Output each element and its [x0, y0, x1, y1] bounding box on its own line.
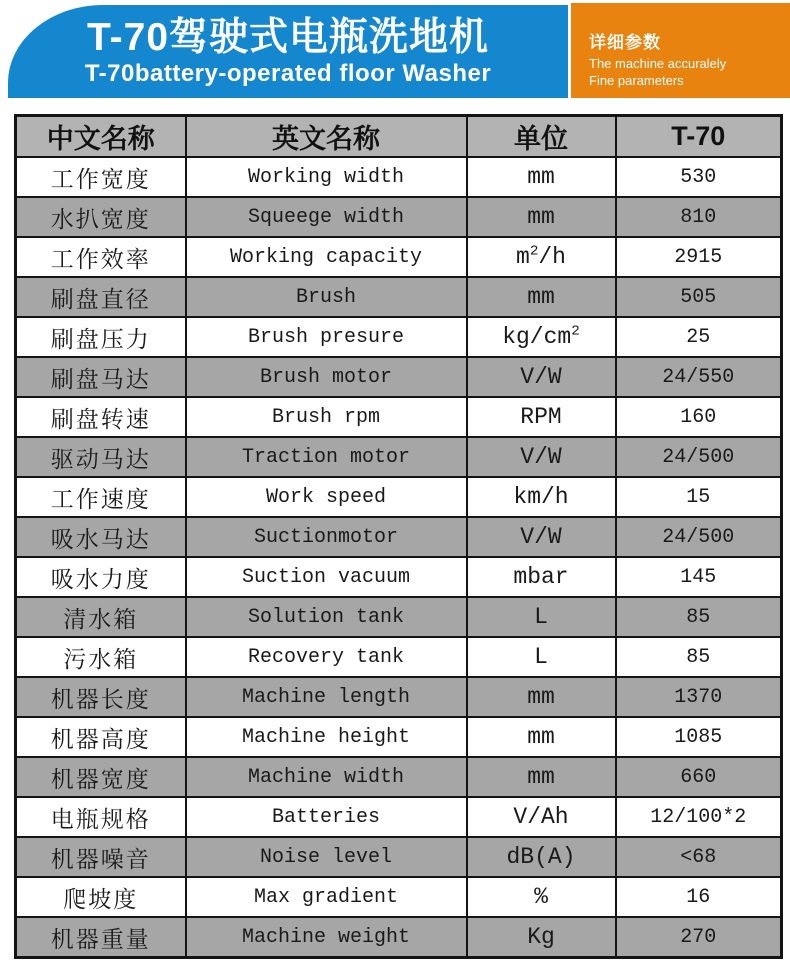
cell-unit: mm — [467, 757, 616, 797]
table-row — [16, 437, 782, 477]
col-header-english-name: 英文名称 — [186, 116, 467, 158]
cell-english-name: Machine width — [186, 757, 467, 797]
product-title-chinese: T-70驾驶式电瓶洗地机 — [86, 16, 490, 59]
cell-chinese-name: 工作速度 — [16, 477, 186, 517]
cell-value: 85 — [616, 597, 782, 637]
cell-english-name: Suction vacuum — [186, 557, 467, 597]
cell-unit: mm — [467, 277, 616, 317]
cell-value: 160 — [616, 397, 782, 437]
cell-english-name: Machine weight — [186, 917, 467, 958]
table-row — [16, 677, 782, 717]
cell-value: 24/550 — [616, 357, 782, 397]
cell-value: 25 — [616, 317, 782, 357]
cell-unit: mm — [467, 677, 616, 717]
cell-unit: V/Ah — [467, 797, 616, 837]
cell-chinese-name: 刷盘马达 — [16, 357, 186, 397]
cell-english-name: Working capacity — [186, 237, 467, 277]
cell-chinese-name: 刷盘直径 — [16, 277, 186, 317]
cell-value: 1085 — [616, 717, 782, 757]
cell-english-name: Traction motor — [186, 437, 467, 477]
table-row — [16, 837, 782, 877]
cell-chinese-name: 吸水马达 — [16, 517, 186, 557]
cell-chinese-name: 爬坡度 — [16, 877, 186, 917]
table-row — [16, 637, 782, 677]
cell-english-name: Squeege width — [186, 197, 467, 237]
cell-chinese-name: 污水箱 — [16, 637, 186, 677]
cell-unit: V/W — [467, 357, 616, 397]
cell-unit: $m^2/h$ — [467, 237, 616, 277]
cell-english-name: Machine height — [186, 717, 467, 757]
cell-unit: $kg/cm^2$ — [467, 317, 616, 357]
table-row — [16, 477, 782, 517]
table-row — [16, 517, 782, 557]
cell-english-name: Brush motor — [186, 357, 467, 397]
cell-chinese-name: 清水箱 — [16, 597, 186, 637]
cell-chinese-name: 机器长度 — [16, 677, 186, 717]
table-row — [16, 357, 782, 397]
cell-unit: V/W — [467, 437, 616, 477]
cell-chinese-name: 机器宽度 — [16, 757, 186, 797]
cell-unit: RPM — [467, 397, 616, 437]
table-row — [16, 917, 782, 958]
cell-value: 24/500 — [616, 437, 782, 477]
cell-value: 145 — [616, 557, 782, 597]
table-row — [16, 237, 782, 277]
table-row — [16, 277, 782, 317]
spec-table-body — [16, 157, 782, 958]
cell-english-name: Brush rpm — [186, 397, 467, 437]
cell-chinese-name: 电瓶规格 — [16, 797, 186, 837]
cell-english-name: Batteries — [186, 797, 467, 837]
cell-value: 270 — [616, 917, 782, 958]
cell-english-name: Max gradient — [186, 877, 467, 917]
cell-chinese-name: 机器高度 — [16, 717, 186, 757]
table-row — [16, 157, 782, 197]
table-row — [16, 877, 782, 917]
table-row — [16, 557, 782, 597]
cell-english-name: Noise level — [186, 837, 467, 877]
cell-chinese-name: 工作效率 — [16, 237, 186, 277]
cell-chinese-name: 刷盘压力 — [16, 317, 186, 357]
cell-english-name: Machine length — [186, 677, 467, 717]
spec-table — [14, 114, 783, 959]
cell-english-name: Work speed — [186, 477, 467, 517]
cell-chinese-name: 吸水力度 — [16, 557, 186, 597]
cell-unit: mbar — [467, 557, 616, 597]
cell-unit: L — [467, 637, 616, 677]
cell-value: 15 — [616, 477, 782, 517]
badge-subtitle-line2: Fine parameters — [589, 72, 684, 88]
table-row — [16, 197, 782, 237]
cell-chinese-name: 刷盘转速 — [16, 397, 186, 437]
cell-unit: mm — [467, 717, 616, 757]
col-header-model: T-70 — [616, 116, 782, 158]
cell-english-name: Solution tank — [186, 597, 467, 637]
cell-value: 24/500 — [616, 517, 782, 557]
banner — [8, 5, 568, 98]
cell-value: 505 — [616, 277, 782, 317]
cell-chinese-name: 驱动马达 — [16, 437, 186, 477]
product-title-english: T-70battery-operated floor Washer — [84, 59, 492, 87]
cell-chinese-name: 机器噪音 — [16, 837, 186, 877]
table-row — [16, 797, 782, 837]
header-row — [16, 116, 782, 158]
badge-subtitle-line1: The machine accuralely — [589, 56, 727, 71]
cell-value: 660 — [616, 757, 782, 797]
cell-unit: mm — [467, 157, 616, 197]
col-header-chinese-name: 中文名称 — [16, 116, 186, 158]
table-row — [16, 317, 782, 357]
cell-unit: mm — [467, 197, 616, 237]
cell-value: 810 — [616, 197, 782, 237]
parameters-badge — [571, 3, 790, 98]
cell-chinese-name: 工作宽度 — [16, 157, 186, 197]
table-row — [16, 397, 782, 437]
cell-unit: Kg — [467, 917, 616, 958]
cell-value: 16 — [616, 877, 782, 917]
table-row — [16, 597, 782, 637]
cell-unit: % — [467, 877, 616, 917]
cell-unit: V/W — [467, 517, 616, 557]
cell-chinese-name: 机器重量 — [16, 917, 186, 958]
cell-english-name: Working width — [186, 157, 467, 197]
cell-chinese-name: 水扒宽度 — [16, 197, 186, 237]
col-header-unit: 单位 — [467, 116, 616, 158]
cell-value: <68 — [616, 837, 782, 877]
cell-english-name: Brush — [186, 277, 467, 317]
cell-unit: L — [467, 597, 616, 637]
cell-value: 85 — [616, 637, 782, 677]
badge-title: 详细参数 — [589, 33, 661, 52]
cell-value: 2915 — [616, 237, 782, 277]
cell-unit: km/h — [467, 477, 616, 517]
table-row — [16, 757, 782, 797]
cell-value: 1370 — [616, 677, 782, 717]
cell-unit: dB(A) — [467, 837, 616, 877]
table-row — [16, 717, 782, 757]
cell-english-name: Brush presure — [186, 317, 467, 357]
cell-value: 530 — [616, 157, 782, 197]
cell-english-name: Suctionmotor — [186, 517, 467, 557]
spec-table-header — [16, 116, 782, 158]
cell-value: 12/100*2 — [616, 797, 782, 837]
cell-english-name: Recovery tank — [186, 637, 467, 677]
